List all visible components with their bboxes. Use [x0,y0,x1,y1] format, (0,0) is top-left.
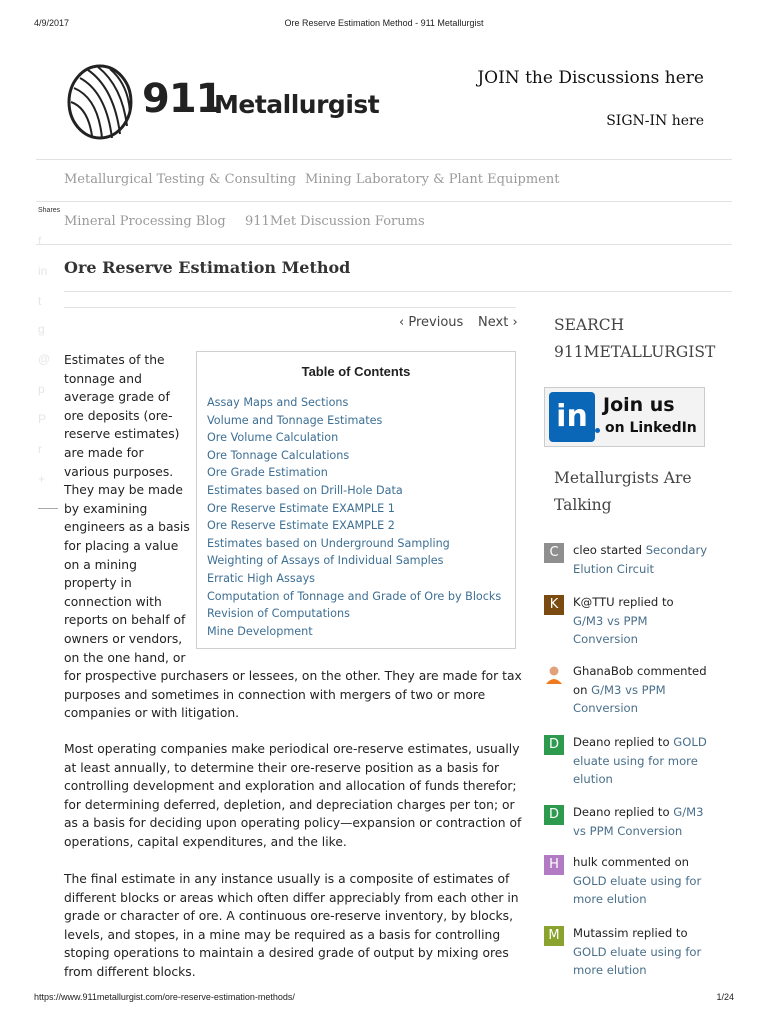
activity-user-text: Deano replied to [573,735,674,749]
reddit-share-icon[interactable]: r [38,442,42,456]
text-line: different blocks or areas which often differ appreciably from each other in [64,890,519,905]
activity-user-text: cleo started [573,543,646,557]
toc-item[interactable]: Estimates based on Drill-Hole Data [207,483,403,497]
page-title: Ore Reserve Estimation Method [64,258,351,277]
activity-topic-link[interactable]: G/M3 vs PPM [591,682,666,697]
share-bar-divider [38,508,58,509]
text-line: stoping operations to maintain a desired grade of output by mixing ores [64,946,509,961]
user-photo-icon [544,664,564,684]
activity-user-text: hulk commented on [573,855,690,869]
activity-topic-link[interactable]: G/M3 vs PPM [573,613,648,628]
nav-divider [36,201,732,202]
text-line: from different blocks. [64,964,196,979]
text-line: grade or character of ore. A continuous ore-reserve inventory, by blocks, [64,909,513,924]
text-line: owners or vendors, [64,631,183,646]
activity-topic-link[interactable]: more elution [573,963,647,978]
user-avatar[interactable]: M [544,926,564,946]
activity-line [573,803,723,822]
activity-line [573,872,723,891]
talking-heading-line: Metallurgists Are [554,469,692,487]
print-url: https://www.911metallurgist.com/ore-reserve-estimation-methods/ [34,992,295,1002]
next-link[interactable] [478,315,518,330]
activity-line [573,961,723,980]
toc-item[interactable]: Revision of Computations [207,607,350,621]
sidebar-search-heading [554,312,715,366]
activity-topic-link[interactable]: G/M3 [673,805,704,819]
toc-item[interactable]: Volume and Tonnage Estimates [207,413,383,427]
nav-discussion-forums[interactable]: 911Met Discussion Forums [245,214,425,229]
nav-metallurgical-testing[interactable]: Metallurgical Testing & Consulting [64,172,297,187]
activity-line [573,612,723,631]
activity-text [573,662,723,718]
activity-text [573,803,723,840]
text-line: Most operating companies make periodical ore-reserve estimates, usually [64,742,520,756]
toc-item[interactable]: Ore Tonnage Calculations [207,448,350,462]
toc-title: Table of Contents [301,364,411,379]
activity-text [573,733,723,789]
activity-topic-link[interactable]: GOLD eluate using for [573,944,702,959]
article-paragraph-1-continued [64,667,522,723]
next-label: Next [478,315,509,330]
activity-topic-link[interactable]: Secondary [645,543,708,557]
text-line: operations, capital expenditures, and the like. [64,834,347,849]
article-paragraph-1-wrapped [64,351,190,667]
activity-line [573,770,723,789]
activity-line [573,733,723,752]
text-line: at least annually, to determine their ore-reserve position as a basis for [64,760,500,775]
text-line: companies or with litigation. [64,706,240,721]
facebook-share-icon[interactable]: f [38,234,42,248]
talking-heading-line: Talking [554,496,612,514]
logo-globe-icon [66,62,138,142]
linkedin-line-2: on LinkedIn [605,420,697,436]
text-line: are made for [64,445,144,460]
sign-in-link[interactable]: SIGN-IN here [606,113,704,129]
text-line: purposes and sometimes in connection with mergers of two or more [64,687,486,702]
activity-topic-link[interactable]: vs PPM Conversion [573,823,683,838]
twitter-share-icon[interactable]: t [38,294,42,308]
text-line: controlling development and exploration and allocation of funds therefor; [64,779,517,794]
more-share-icon[interactable]: + [38,472,46,486]
toc-list [207,394,501,640]
activity-user-text: Deano replied to [573,805,674,819]
toc-item[interactable]: Mine Development [207,624,313,638]
toc-item[interactable]: Ore Volume Calculation [207,431,339,445]
activity-text [573,853,723,909]
activity-topic-link[interactable]: Conversion [573,632,638,647]
previous-label: Previous [408,315,464,330]
user-avatar[interactable] [544,664,564,684]
text-line: engineers as a basis [64,520,190,535]
activity-topic-link[interactable]: GOLD [673,735,707,749]
text-line: various purposes. [64,464,174,479]
activity-line [573,943,723,962]
text-line: as a basis for deciding upon operating policy—expansion or contraction of [64,816,522,831]
activity-text [573,593,723,649]
text-line: for determining deferred, depletion, and depreciation charges per ton; or [64,797,515,812]
text-line: They may be made [64,483,183,498]
activity-topic-link[interactable]: eluate using for more [573,753,698,768]
activity-user-text: GhanaBob commented [573,664,707,678]
text-line: connection with [64,594,162,609]
activity-line [573,853,723,872]
activity-topic-link[interactable]: more elution [573,892,647,907]
activity-text [573,924,723,980]
text-line: by examining [64,501,148,516]
logo-name: Metallurgist [214,90,380,119]
activity-line [573,924,723,943]
chevron-left-icon: ‹ [399,315,405,330]
linkedin-dot [595,428,600,433]
linkedin-share-icon[interactable]: in [38,264,48,278]
text-line: The final estimate in any instance usually is a composite of estimates of [64,872,510,886]
text-line: for prospective purchasers or lessees, on the other. They are made for tax [64,669,522,683]
user-avatar[interactable]: H [544,855,564,875]
text-line: for placing a value [64,538,179,553]
activity-line [573,752,723,771]
header-divider [36,159,732,160]
article-paragraph-2 [64,740,521,852]
title-divider [64,291,732,292]
nav-mining-laboratory[interactable]: Mining Laboratory & Plant Equipment [305,172,560,187]
join-discussions-link[interactable]: JOIN the Discussions here [477,68,704,88]
activity-topic-link[interactable]: elution [573,772,613,787]
activity-user-text: K@TTU replied to [573,595,674,609]
email-share-icon[interactable]: @ [38,352,51,366]
text-line: on a mining [64,557,137,572]
text-line: Estimates of the [64,353,165,367]
print-footer [34,992,734,1006]
activity-line [573,822,723,841]
toc-item[interactable]: Ore Reserve Estimate EXAMPLE 1 [207,501,395,515]
search-heading-line: 911METALLURGIST [554,343,716,361]
activity-line [573,560,723,579]
print-share-icon[interactable]: p [38,382,45,396]
toc-item[interactable]: Ore Reserve Estimate EXAMPLE 2 [207,519,395,533]
text-line: tonnage and [64,371,142,386]
toc-item[interactable]: Erratic High Assays [207,571,316,585]
toc-item[interactable]: Estimates based on Underground Sampling [207,536,450,550]
nav-mineral-processing-blog[interactable]: Mineral Processing Blog [64,214,226,229]
activity-topic-link[interactable]: GOLD eluate using for [573,873,702,888]
activity-user-text: on [573,682,592,697]
logo-number: 911 [142,76,223,122]
pinterest-share-icon[interactable]: P [38,412,47,426]
print-date: 4/9/2017 [34,18,70,28]
activity-line [573,662,723,681]
activity-line [573,699,723,718]
print-title: Ore Reserve Estimation Method - 911 Metallurgist [284,18,484,28]
activity-user-text: Mutassim replied to [573,926,688,940]
activity-line [573,890,723,909]
text-line: reserve estimates) [64,427,180,442]
linkedin-join-banner[interactable] [544,387,705,447]
activity-text [573,541,723,578]
search-heading-line: SEARCH [554,316,625,334]
text-line: average grade of [64,390,170,405]
activity-line [573,681,723,700]
nav-bottom-divider [36,244,732,245]
activity-topic-link[interactable]: Elution Circuit [573,561,655,576]
chevron-right-icon: › [512,315,518,330]
activity-topic-link[interactable]: Conversion [573,701,638,716]
previous-link[interactable] [399,315,463,330]
linkedin-icon: in [549,392,595,442]
content-top-divider [64,307,516,308]
activity-line [573,541,723,560]
linkedin-line-1: Join us [603,394,675,416]
text-line: reports on behalf of [64,613,186,628]
toc-item[interactable]: Weighting of Assays of Individual Samples [207,554,444,568]
toc-item[interactable]: Computation of Tonnage and Grade of Ore by Blocks [207,589,502,603]
text-line: on the one hand, or [64,650,186,665]
text-line: property in [64,576,132,591]
table-of-contents [196,351,516,649]
activity-line [573,593,723,612]
print-page-number: 1/24 [716,992,734,1002]
user-avatar[interactable]: D [544,735,564,755]
article-paragraph-3 [64,870,519,982]
toc-item[interactable]: Ore Grade Estimation [207,466,328,480]
shares-label: Shares [38,207,61,214]
user-avatar[interactable]: C [544,543,564,563]
google-share-icon[interactable]: g [38,322,45,336]
user-avatar[interactable]: K [544,595,564,615]
site-logo[interactable] [66,62,380,142]
activity-line [573,630,723,649]
sidebar-talking-heading [554,465,692,519]
toc-item[interactable]: Assay Maps and Sections [207,396,349,409]
text-line: levels, and stopes, in a mine may be required as a basis for controlling [64,927,501,942]
user-avatar[interactable]: D [544,805,564,825]
print-header [34,18,734,32]
text-line: ore deposits (ore- [64,408,173,423]
